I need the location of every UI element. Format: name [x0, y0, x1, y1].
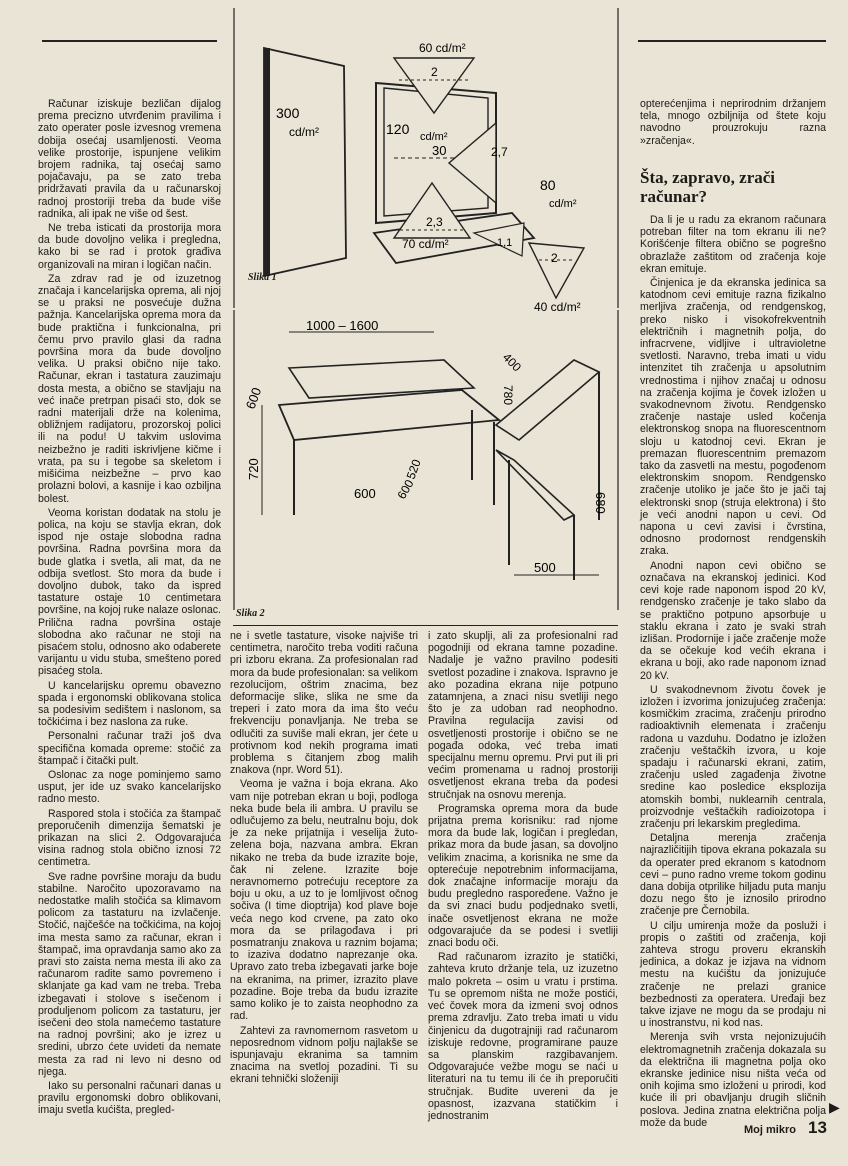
- label-bottom-ratio: 2: [551, 251, 558, 265]
- article-column-1: [38, 98, 221, 1140]
- label-top-value: 60 cd/m²: [419, 41, 466, 55]
- continue-arrow-icon: ▶: [829, 1100, 840, 1116]
- printer-table-shelf: [496, 450, 574, 520]
- paragraph: ne i svetle tastature, visoke najviše tri centimetra, naročito treba voditi računa pri izboru ekrana. Za profesionalan rad mora da bude profesionalan: sa velikom rezolucijom, oštrim znacima, bez deformacije slike, slika ne sme da treperi i zato mora da ima što veću frekvenciju ponavljanja. Ne treba se odlučiti za suviše mali ekran, jer ćete u protivnom kod nekih programa imati problema s čitanjem zbog malih znakova (npr. Word 51).: [230, 630, 418, 777]
- figure-2-diagram: [234, 310, 620, 610]
- paragraph: Detaljna merenja zračenja najrazličitijih tipova ekrana pokazala su da operater pred ekranom s katodnom cevi – puno radno vreme tokom godinu dana dobija otprilike hiljadu puta manju dozu nego što je iznosilo prirodno zračenje pre Černobila.: [640, 832, 826, 918]
- paragraph: Ne treba isticati da prostorija mora da bude dovoljno velika i pregledna, kako bi se rad i protok građiva organizovali na miran i logičan način.: [38, 222, 221, 271]
- paragraph: Iako su personalni računari danas u pravilu ergonomski dobro oblikovani, imaju svetla kućišta, pregled-: [38, 1080, 221, 1117]
- magazine-name: Moj mikro: [744, 1124, 796, 1136]
- paragraph: Merenja svih vrsta nejonizujućih elektromagnetnih zračenja dokazala su da električna ili magnetna polja oko ekranske jedinice nisu ništa veća od onih kojima smo izloženi u prirodi, kod kuće ili pri obavljanju drugih sličnih poslova. Jedina znatna električna polja može da bude: [640, 1031, 826, 1129]
- label-bottom-value: 40 cd/m²: [534, 300, 581, 314]
- paragraph: U cilju umirenja može da posluži i propis o zaštiti od zračenja, koji zahteva strogu proveru ekranskih jedinica, a dokaz je izjava na vidnom mestu na kućištu da jonizujuće zračenje ne prelazi granice bezbednosti za operatera. Uređaji bez takve izjave ne mogu da se prodaju ni u inostranstvu, ni kod nas.: [640, 919, 826, 1030]
- dim-inner-depth: 520: [403, 457, 424, 482]
- article-column-3: [428, 630, 618, 1142]
- label-screen-value-num: 120: [386, 121, 410, 137]
- label-keyboard-ratio: 2,3: [426, 215, 443, 229]
- label-screen-value-unit: cd/m²: [420, 131, 448, 143]
- paragraph: Oslonac za noge pominjemo samo usput, jer ide uz svako kancelarijsko radno mesto.: [38, 768, 221, 806]
- paragraph: Računar iziskuje bezličan dijalog prema precizno utvrđenim pravilima i zato operater posle izvesnog vremena dobija osećaj usamljenosti. Veoma velike prostorije, ispunjene velikim brojem radnika, taj osećaj samo pojačavaju, pa se zato treba pridržavati pravila da u računarskoj radnoj prostoriji treba da bude više radnika, ali ipak ne više od šest.: [38, 98, 221, 220]
- label-top-ratio: 2: [431, 65, 438, 79]
- label-keyboard-value: 70 cd/m²: [402, 237, 449, 251]
- paragraph: Personalni računar traži još dva specifična komada opreme: stočić za štampač i čitački pult.: [38, 730, 221, 767]
- paragraph: Činjenica je da ekranska jedinica sa katodnom cevi emituje razna fizikalno merljiva zračenja, od rendgenskog, preko nisko i visokofrekventnih električnih i magnetnih polja, do infracrvene, vidljive i ultravioletne svetlosti. Naravno, treba imati u vidu intenzitet tih zračenja u apsolutnim vrednostima i njihov značaj u odnosu na zračenja kojima je čovek izložen u svakodnevnom životu. Rendgensko zračenje nastaje usled kočenja elektronskog snopa na fluorescentnom sloju u katodnoj cevi. Ekran je premazan fluorescentnim premazom tako da zasvetli na mestu, pogođenom elektronskim snopom. Rendgensko zračenje utoliko je jače što je jači taj elektronski snop (struja elektrona) i što je veći anodni napon u cevi. Od napona u cevi zavisi i čvrstina, odnosno prodornost rendgenskih zraka.: [640, 277, 826, 558]
- dim-printer-width: 500: [534, 560, 556, 575]
- dim-corner-b: 780: [501, 385, 515, 406]
- paragraph: U kancelarijsku opremu obavezno spada i ergonomski oblikovana stolica sa podesivim sedištem i naslonom, sa točkićima i bez naslona za ruke.: [38, 679, 221, 729]
- paragraph: opterećenjima i neprirodnim držanjem tela, mnogo ozbiljnija od štete koju navodno prouzrokuju razna »zračenja«.: [640, 98, 826, 147]
- paragraph: Sve radne površine moraju da budu stabilne. Naročito upozoravamo na nedostatke malih stočića sa klimavom policom za tastaturu na izvlačenje. Stočić, najčešće na točkićima, na kojoj ima mesta samo za računar, ekran i štampač, ima opravdanja samo ako za pravi sto zaista nema mesta ili ako za računarom radite samo povremeno i sklanjate ga kad vam ne treba. Treba izbegavati i stolove s isečenom i produljenom policom za tastaturu, jer isečeni deo stola namećemo tastature na radnoj površini; ako je izrez u sredini, ubrzo ćete uvideti da nemate mesta za rad ni levo ni desno od njega.: [38, 870, 221, 1078]
- figure-rule-bottom: [233, 625, 618, 626]
- figure-1-caption: Slika 1: [248, 272, 277, 283]
- article-column-4-top: [640, 98, 826, 150]
- column-rule-right: [638, 40, 826, 42]
- right-triangle: [449, 123, 496, 203]
- paragraph: Da li je u radu za ekranom računara potreban filter na tom ekranu ili ne? Korišćenje filtera obično se pogrešno obrazlaže zaštitom od zračenja koje ekran emituje.: [640, 214, 826, 275]
- paragraph: Rad računarom izrazito je statički, zahteva kruto držanje tela, uz izuzetno malo pokreta – osim u vratu i prstima. Tu se opremom ništa ne može postići, već čovek mora da izmeni svoj odnos prema zdravlju. Zato treba imati u vidu činjenicu da dugotrajniji rad računarom iziskuje redovne, programirane pauze sa planskim razgibavanjem. Odgovarajuće vežbe mogu se naći u literaturi na tu temu ili će ih preporučiti stručnjak. Budite uvereni da je opasnost, izazvana statičkim i jednostranim: [428, 951, 618, 1122]
- figure-1-diagram: [234, 8, 620, 314]
- dim-width: 1000 – 1600: [306, 318, 379, 333]
- article-column-2: [230, 630, 418, 1142]
- label-screen-ratio: 30: [432, 143, 447, 158]
- paragraph: Anodni napon cevi obično se označava na ekranskoj jedinici. Kod cevi koje rade naponom ispod 20 kV, rendgensko zračenje je tako slabo da se praktično potpuno apsorbuje u staklu ekrana i zato je svaki strah izlišan. Prodornije i jače zračenje može da se očekuje kod većih ekrana i ekrana u boji, ako rade naponom iznad 20 kV.: [640, 559, 826, 682]
- paragraph: Veoma je važna i boja ekrana. Ako vam nije potreban ekran u boji, podloga neka bude bela ili ambra. U pravilu se odlučujemo za belu, neutralnu boju, dok je za neke prijatnija i veselija žuto-zelena boja, nazvana ambra. Ekran nikako ne treba da bude izrazite boje, čak ni zelene. Izrazite boje neravnomerno potrećuju receptore za boju u oku, a uz to je lomljivost očnog sočiva (I time dioptrija) kod plave boje veća nego kod crvene, pa zato oko mora da se prilagođava i pri posmatranju znakova u raznim bojama; to izaziva dodatno naprezanje oka. Upravo zato treba izbegavati jarke boje na ekranima, na primer, izrazito plave pozadine. Boje treba da budu izrazite samo koliko je to zaista neophodno za rad.: [230, 778, 418, 1023]
- column-rule-left: [42, 40, 217, 42]
- label-right-ratio: 2,7: [491, 145, 508, 159]
- figure-2-caption: Slika 2: [236, 608, 265, 619]
- paragraph: Raspored stola i stočića za štampač preporučenih dimenzija šematski je prikazan na slici 2. Odgovarajuća visina radnog stola obično iznosi 72 centimetra.: [38, 807, 221, 869]
- label-left-value-num: 300: [276, 105, 300, 121]
- dim-height: 720: [246, 458, 261, 480]
- dim-corner-a: 400: [499, 350, 524, 375]
- wall-panel-edge: [264, 48, 270, 276]
- label-small-ratio: 1,1: [497, 237, 513, 249]
- label-right-value-num: 80: [540, 177, 556, 193]
- dim-diagonal: 600: [394, 477, 417, 502]
- page-number: 13: [808, 1118, 827, 1137]
- label-right-value-unit: cd/m²: [549, 198, 577, 210]
- paragraph: U svakodnevnom životu čovek je izložen i izvorima jonizujućeg zračenja: kosmičkim zracima, zračenju prirodno radioaktivnih elemenata i zračenju radona u vazduhu. Dodatno je izložen zračenju veštačkih izvora, u koje spadaju i računarski ekrani, zatim, zračenju usled zagađenja životne sredine kao posledice eksplozija atomskih bombi, nuklearnih centrala, proizvodnje veštačkih radioizotopa i zračenju pri lekarskim pregledima.: [640, 683, 826, 830]
- paragraph: Za zdrav rad je od izuzetnog značaja i kancelarijska oprema, ali njoj se u praksi ne posvećuje dužna pažnja. Kancelarijska oprema mora da bude praktična i funkcionalna, pri čemu prvo pravilo glasi da radna površina mora da bude dovoljno velika. U praksi obično nije tako. Računar, ekran i tastatura zauzimaju dosta mesta, a obično se stavljaju na već inače pretrpan pisaći sto, dok se radni materijali drže na kolenima, obližnjem radijatoru, prozorskoj polici ili na podu! U takvim uslovima neizbežno je raditi iskrivljene kičme i vrata, pa su i tegobe sa skeletom i mišićima neizbežne – prvo kao prolazni bolovi, a kasnije i kao ozbiljna bolest.: [38, 272, 221, 505]
- label-left-value-unit: cd/m²: [289, 125, 319, 139]
- paragraph: i zato skuplji, ali za profesionalni rad pogodniji od ekrana tamne pozadine. Nadalje je važno pravilno podesiti svetlost pozadine i znakova. Ispravno je ako pozadina ekrana nije potpuno zatamnjena, a znaci nisu svetliji nego što je za udoban rad neophodno. Pravilna regulacija zavisi od osvetljenosti prostorije i obično se ne pogađa odoka, već treba imati specijalnu mernu opremu. Prvi put ili pri većim promenama u radnoj prostoriji osvetljenost ekrana treba da podesi stručnjak na osnovu merenja.: [428, 630, 618, 801]
- dim-printer-height: 680: [593, 492, 608, 514]
- dim-front-depth: 600: [354, 486, 376, 501]
- paragraph: Zahtevi za ravnomernom rasvetom u neposrednom vidnom polju najlakše se ispunjavaju ekranima sa tamnim znacima na svetloj pozadini. Ti su ekrani tehnički složeniji: [230, 1024, 418, 1086]
- paragraph: Veoma koristan dodatak na stolu je polica, na koju se stavlja ekran, dok ispod nje ostaje slobodna radna površina. Radna površina mora da bude glatka i svetla, ali mat, da ne odbija svetlost. Sto mora da bude i dovoljno dubok, tako da ispred tastature ostaje 10 centimetara površine, na kojoj ruke nalaze oslonac. Prilična radna površina ostaje slobodna ako računar ne stoji na pisaćem stolu, odnosno ako odaberete varijantu u vidu stuba, smešteno pored pisaćeg stola.: [38, 506, 221, 678]
- wall-panel: [264, 48, 346, 276]
- section-heading: Šta, zapravo, zrači računar?: [640, 168, 776, 206]
- dim-depth: 600: [242, 385, 265, 412]
- desk-shelf: [289, 360, 474, 398]
- paragraph: Programska oprema mora da bude prijatna prema korisniku: rad njome mora da bude lak, logičan i pregledan, prikaz mora da bude jasan, sa dovoljno velikim znacima, a korisnika ne sme da opterećuje nepotrebnim informacijama, dok značajne informacije moraju da budu pregledno raspoređene. Važno je da svi znaci budu podjednako svetli, inače osvetljenost ekrana ne može odgovarajuće da se podesi i svetliji znaci bodu oči.: [428, 802, 618, 950]
